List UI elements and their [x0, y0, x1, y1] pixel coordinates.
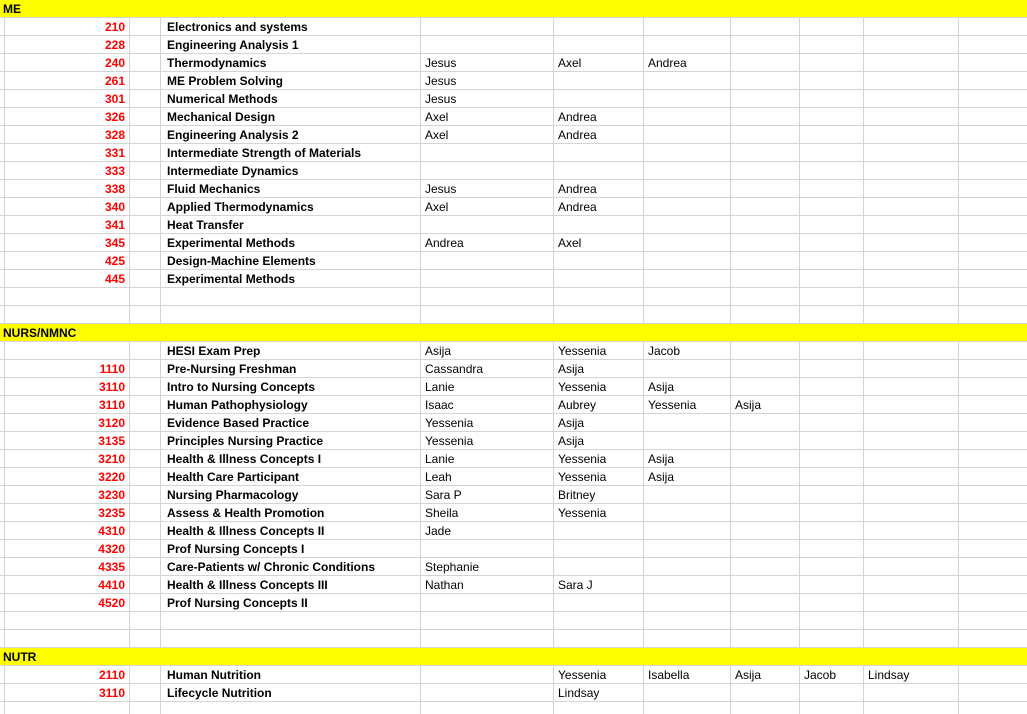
tutor-name-cell[interactable]: Yessenia [558, 344, 607, 358]
tutor-name-cell[interactable]: Andrea [425, 236, 464, 250]
section-header-row[interactable]: ME [0, 0, 1027, 17]
tutor-name-cell[interactable]: Axel [425, 110, 449, 124]
tutor-name-cell[interactable]: Axel [425, 200, 449, 214]
course-number-cell[interactable]: 4335 [98, 560, 125, 574]
course-name-cell[interactable]: Pre-Nursing Freshman [167, 362, 297, 376]
tutor-name-cell[interactable]: Leah [425, 470, 452, 484]
tutor-name-cell[interactable]: Asija [648, 380, 675, 394]
tutor-name-cell[interactable]: Cassandra [425, 362, 484, 376]
course-number-cell[interactable]: 328 [104, 128, 125, 142]
section-header-row[interactable]: NUTR [0, 648, 1027, 665]
course-number-cell[interactable]: 340 [104, 200, 125, 214]
course-name-cell[interactable]: Human Nutrition [167, 668, 261, 682]
course-name-cell[interactable]: Engineering Analysis 2 [167, 128, 299, 142]
course-name-cell[interactable]: Intro to Nursing Concepts [167, 380, 315, 394]
gridline-vertical [863, 0, 864, 714]
tutor-name-cell[interactable]: Jacob [648, 344, 681, 358]
course-number-cell[interactable]: 338 [104, 182, 125, 196]
course-number-cell[interactable]: 228 [104, 38, 125, 52]
course-name-cell[interactable]: Health & Illness Concepts II [167, 524, 325, 538]
course-number-cell[interactable]: 3110 [98, 686, 125, 700]
course-number-cell[interactable]: 3210 [98, 452, 125, 466]
tutor-name-cell[interactable]: Andrea [558, 182, 597, 196]
course-number-cell[interactable]: 3230 [98, 488, 125, 502]
tutor-name-cell[interactable]: Andrea [558, 200, 597, 214]
course-name-cell[interactable]: Principles Nursing Practice [167, 434, 324, 448]
course-name-cell[interactable]: Health & Illness Concepts I [167, 452, 322, 466]
course-name-cell[interactable]: Evidence Based Practice [167, 416, 310, 430]
course-number-cell[interactable]: 4520 [98, 596, 125, 610]
tutor-name-cell[interactable]: Isabella [648, 668, 690, 682]
course-name-cell[interactable]: Health & Illness Concepts III [167, 578, 328, 592]
course-number-cell[interactable]: 345 [104, 236, 125, 250]
gridline-vertical [160, 0, 161, 714]
course-number-cell[interactable]: 3120 [98, 416, 125, 430]
tutor-name-cell[interactable]: Lindsay [558, 686, 600, 700]
course-number-cell[interactable]: 1110 [99, 362, 125, 376]
tutor-name-cell[interactable]: Axel [558, 56, 582, 70]
tutor-name-cell[interactable]: Andrea [558, 128, 597, 142]
course-name-cell[interactable]: Nursing Pharmacology [167, 488, 299, 502]
course-name-cell[interactable]: Numerical Methods [167, 92, 278, 106]
tutor-name-cell[interactable]: Jesus [425, 56, 457, 70]
course-name-cell[interactable]: Intermediate Strength of Materials [167, 146, 362, 160]
tutor-name-cell[interactable]: Jacob [804, 668, 837, 682]
gridline-vertical [730, 0, 731, 714]
tutor-name-cell[interactable]: Sara J [558, 578, 593, 592]
course-number-cell[interactable]: 3110 [98, 398, 125, 412]
tutor-name-cell[interactable]: Jesus [425, 74, 457, 88]
tutor-name-cell[interactable]: Yessenia [558, 380, 607, 394]
course-name-cell[interactable]: Prof Nursing Concepts II [167, 596, 308, 610]
tutor-name-cell[interactable]: Yessenia [558, 452, 607, 466]
gridline-vertical [129, 0, 130, 714]
course-name-cell[interactable]: Experimental Methods [167, 236, 296, 250]
tutor-name-cell[interactable]: Yessenia [425, 434, 474, 448]
tutor-name-cell[interactable]: Sheila [425, 506, 459, 520]
course-name-cell[interactable]: HESI Exam Prep [167, 344, 261, 358]
course-name-cell[interactable]: Lifecycle Nutrition [167, 686, 272, 700]
course-name-cell[interactable]: Intermediate Dynamics [167, 164, 299, 178]
course-number-cell[interactable]: 2110 [98, 668, 125, 682]
tutor-name-cell[interactable]: Andrea [648, 56, 687, 70]
tutor-name-cell[interactable]: Stephanie [425, 560, 480, 574]
tutor-name-cell[interactable]: Axel [558, 236, 582, 250]
tutor-name-cell[interactable]: Isaac [425, 398, 454, 412]
tutor-name-cell[interactable]: Yessenia [425, 416, 474, 430]
course-number-cell[interactable]: 445 [104, 272, 125, 286]
course-name-cell[interactable]: Human Pathophysiology [167, 398, 308, 412]
course-name-cell[interactable]: Engineering Analysis 1 [167, 38, 299, 52]
course-name-cell[interactable]: Applied Thermodynamics [167, 200, 314, 214]
tutor-name-cell[interactable]: Yessenia [648, 398, 697, 412]
course-number-cell[interactable]: 301 [104, 92, 125, 106]
tutor-name-cell[interactable]: Jesus [425, 92, 457, 106]
tutor-name-cell[interactable]: Nathan [425, 578, 464, 592]
course-name-cell[interactable]: Experimental Methods [167, 272, 296, 286]
tutor-name-cell[interactable]: Jade [425, 524, 452, 538]
course-name-cell[interactable]: ME Problem Solving [167, 74, 284, 88]
gridline-vertical [553, 0, 554, 714]
course-number-cell[interactable]: 425 [104, 254, 125, 268]
course-name-cell[interactable]: Prof Nursing Concepts I [167, 542, 305, 556]
tutor-name-cell[interactable]: Asija [735, 398, 762, 412]
tutor-name-cell[interactable]: Aubrey [558, 398, 597, 412]
course-number-cell[interactable]: 4410 [98, 578, 125, 592]
course-number-cell[interactable]: 240 [104, 56, 125, 70]
course-number-cell[interactable]: 3135 [98, 434, 125, 448]
tutor-name-cell[interactable]: Yessenia [558, 668, 607, 682]
section-header-row[interactable]: NURS/NMNC [0, 324, 1027, 341]
gridline-vertical [643, 0, 644, 714]
tutor-name-cell[interactable]: Lanie [425, 380, 455, 394]
course-number-cell[interactable]: 3220 [98, 470, 125, 484]
course-name-cell[interactable]: Heat Transfer [167, 218, 244, 232]
tutor-name-cell[interactable]: Lindsay [868, 668, 910, 682]
course-number-cell[interactable]: 4310 [98, 524, 125, 538]
course-number-cell[interactable]: 261 [104, 74, 125, 88]
tutor-name-cell[interactable]: Asija [558, 362, 585, 376]
course-number-cell[interactable]: 4320 [98, 542, 125, 556]
course-number-cell[interactable]: 326 [104, 110, 125, 124]
tutor-name-cell[interactable]: Yessenia [558, 506, 607, 520]
course-number-cell[interactable]: 210 [104, 20, 125, 34]
course-name-cell[interactable]: Fluid Mechanics [167, 182, 261, 196]
course-name-cell[interactable]: Thermodynamics [167, 56, 267, 70]
gridline-vertical [958, 0, 959, 714]
tutor-name-cell[interactable]: Andrea [558, 110, 597, 124]
tutor-name-cell[interactable]: Axel [425, 128, 449, 142]
course-name-cell[interactable]: Health Care Participant [167, 470, 300, 484]
course-name-cell[interactable]: Mechanical Design [167, 110, 276, 124]
tutor-name-cell[interactable]: Lanie [425, 452, 455, 466]
tutor-name-cell[interactable]: Asija [648, 470, 675, 484]
course-number-cell[interactable]: 3110 [98, 380, 125, 394]
tutor-name-cell[interactable]: Asija [558, 416, 585, 430]
course-name-cell[interactable]: Design-Machine Elements [167, 254, 316, 268]
course-number-cell[interactable]: 333 [104, 164, 125, 178]
tutor-name-cell[interactable]: Britney [558, 488, 596, 502]
tutor-name-cell[interactable]: Jesus [425, 182, 457, 196]
tutor-name-cell[interactable]: Asija [648, 452, 675, 466]
gridline-vertical [420, 0, 421, 714]
tutor-name-cell[interactable]: Asija [425, 344, 452, 358]
course-number-cell[interactable]: 3235 [98, 506, 125, 520]
tutor-name-cell[interactable]: Yessenia [558, 470, 607, 484]
tutor-name-cell[interactable]: Sara P [425, 488, 462, 502]
course-name-cell[interactable]: Assess & Health Promotion [167, 506, 325, 520]
tutor-name-cell[interactable]: Asija [558, 434, 585, 448]
course-name-cell[interactable]: Electronics and systems [167, 20, 308, 34]
tutor-name-cell[interactable]: Asija [735, 668, 762, 682]
course-number-cell[interactable]: 331 [104, 146, 125, 160]
course-name-cell[interactable]: Care-Patients w/ Chronic Conditions [167, 560, 376, 574]
gridline-vertical [799, 0, 800, 714]
course-number-cell[interactable]: 341 [104, 218, 125, 232]
